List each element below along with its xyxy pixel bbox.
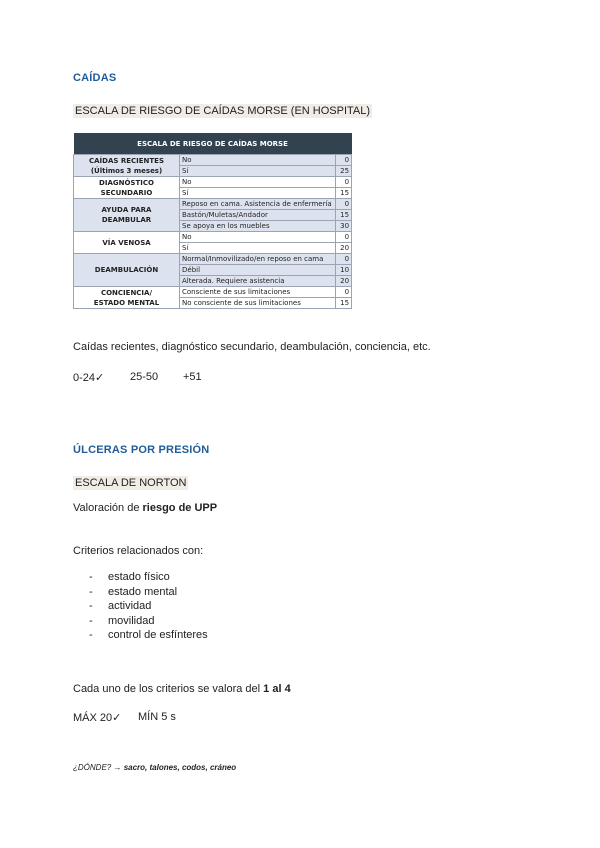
risk-ranges [73, 371, 333, 384]
table-row [74, 287, 352, 298]
caidas-summary: Caídas recientes, diagnóstico secundario, deambulación, conciencia, etc. [73, 341, 431, 353]
table-option: Se apoya en los muebles [180, 221, 336, 232]
table-option: No [180, 177, 336, 188]
norton-scale-title [73, 473, 188, 491]
table-value: 0 [336, 155, 352, 166]
table-category [74, 177, 180, 199]
table-category-line: CAÍDAS RECIENTES [88, 156, 165, 165]
table-option: Bastón/Muletas/Andador [180, 210, 336, 221]
table-option: Débil [180, 265, 336, 276]
table-option: Consciente de sus limitaciones [180, 287, 336, 298]
list-item: - control de esfínteres [89, 628, 208, 643]
table-value: 0 [336, 287, 352, 298]
morse-scale-title-text: ESCALA DE RIESGO DE CAÍDAS MORSE (EN HOSPITAL) [75, 105, 371, 117]
table-value: 15 [336, 210, 352, 221]
norton-scale-title-text: ESCALA DE NORTON [75, 477, 187, 489]
list-item: - movilidad [89, 614, 208, 629]
table-row [74, 155, 352, 166]
table-option: Reposo en cama. Asistencia de enfermería [180, 199, 336, 210]
cada-prefix: Cada uno de los criterios se valora del [73, 683, 264, 695]
table-category [74, 232, 180, 254]
range-low: 0-24 [73, 372, 96, 384]
table-category-line: DEAMBULACIÓN [94, 266, 159, 274]
table-option: Sí [180, 166, 336, 177]
table-row [74, 232, 352, 243]
table-value: 20 [336, 276, 352, 287]
table-value: 0 [336, 199, 352, 210]
check-icon: ✓ [112, 712, 122, 724]
morse-table-body [74, 155, 352, 309]
check-icon: ✓ [95, 372, 105, 384]
morse-table-header: ESCALA DE RIESGO DE CAÍDAS MORSE [74, 133, 352, 155]
table-value: 20 [336, 243, 352, 254]
donde-line [73, 763, 236, 772]
table-option: No [180, 232, 336, 243]
valoracion-bold: riesgo de UPP [142, 502, 218, 514]
max-min-line [73, 711, 273, 724]
table-category [74, 155, 180, 177]
table-value: 15 [336, 188, 352, 199]
valoracion-prefix: Valoración de [73, 502, 143, 514]
table-option: Normal/Inmovilizado/en reposo en cama [180, 254, 336, 265]
table-category [74, 199, 180, 232]
table-option: No consciente de sus limitaciones [180, 298, 336, 309]
table-value: 0 [336, 232, 352, 243]
list-item: - actividad [89, 599, 208, 614]
criterios-list [89, 570, 208, 643]
table-category-line: VÍA VENOSA [102, 238, 151, 247]
table-option: Sí [180, 188, 336, 199]
table-value: 30 [336, 221, 352, 232]
table-category-line: ESTADO MENTAL [93, 298, 160, 307]
valoracion-line [73, 502, 217, 514]
caidas-heading: CAÍDAS [73, 72, 117, 84]
table-value: 0 [336, 254, 352, 265]
table-option: Alterada. Requiere asistencia [180, 276, 336, 287]
max-value: MÁX 20 [73, 712, 113, 724]
table-category-line: DIAGNÓSTICO SECUNDARIO [99, 178, 154, 197]
criterios-intro: Criterios relacionados con: [73, 545, 204, 557]
table-value: 0 [336, 177, 352, 188]
morse-scale-title [73, 101, 372, 119]
table-category [74, 287, 180, 309]
cada-line [73, 683, 291, 695]
table-category-line: CONCIENCIA/ [100, 288, 153, 297]
table-category-line: AYUDA PARA DEAMBULAR [101, 206, 152, 224]
table-row [74, 199, 352, 210]
range-mid: 25-50 [130, 371, 159, 383]
ulceras-heading: ÚLCERAS POR PRESIÓN [73, 444, 210, 456]
table-row [74, 254, 352, 265]
list-item: - estado físico [89, 570, 208, 585]
table-value: 25 [336, 166, 352, 177]
table-category-line: (Últimos 3 meses) [90, 166, 163, 175]
table-value: 15 [336, 298, 352, 309]
morse-table [73, 133, 352, 309]
table-category [74, 254, 180, 287]
donde-label: ¿DÓNDE? [73, 763, 112, 772]
donde-text: sacro, talones, codos, cráneo [123, 763, 237, 772]
table-option: No [180, 155, 336, 166]
min-value: MÍN 5 s [138, 711, 176, 723]
range-high: +51 [183, 371, 202, 383]
cada-bold: 1 al 4 [263, 683, 291, 695]
arrow-right-icon: → [113, 763, 122, 772]
table-option: Sí [180, 243, 336, 254]
table-value: 10 [336, 265, 352, 276]
table-row [74, 177, 352, 188]
list-item: - estado mental [89, 585, 208, 600]
